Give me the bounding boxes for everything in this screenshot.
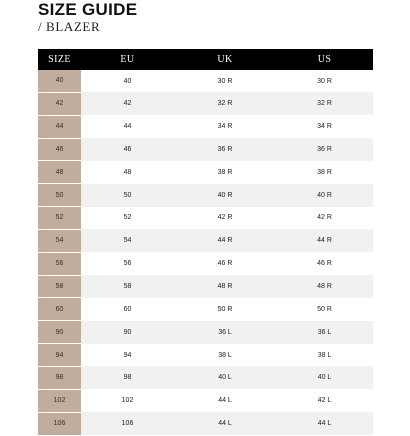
cell-uk: 50 R: [174, 298, 276, 321]
cell-us: 36 R: [276, 138, 373, 161]
cell-size: 58: [38, 275, 81, 298]
size-table: [38, 49, 373, 436]
cell-uk: 36 L: [174, 321, 276, 344]
header-size: SIZE: [38, 49, 81, 70]
cell-eu: 56: [81, 252, 174, 275]
cell-uk: 48 R: [174, 275, 276, 298]
cell-eu: 50: [81, 184, 174, 207]
table-row: [38, 366, 373, 389]
cell-size: 42: [38, 92, 81, 115]
cell-us: 40 R: [276, 184, 373, 207]
cell-eu: 48: [81, 161, 174, 184]
cell-us: 32 R: [276, 92, 373, 115]
cell-us: 48 R: [276, 275, 373, 298]
cell-size: 48: [38, 161, 81, 184]
table-row: [38, 229, 373, 252]
cell-uk: 36 R: [174, 138, 276, 161]
cell-us: 44 R: [276, 229, 373, 252]
cell-eu: 94: [81, 344, 174, 367]
table-row: [38, 389, 373, 412]
cell-eu: 54: [81, 229, 174, 252]
cell-size: 94: [38, 344, 81, 367]
cell-us: 50 R: [276, 298, 373, 321]
cell-uk: 40 L: [174, 366, 276, 389]
cell-eu: 102: [81, 389, 174, 412]
table-row: [38, 138, 373, 161]
header-us: US: [276, 49, 373, 70]
cell-eu: 44: [81, 115, 174, 138]
cell-eu: 46: [81, 138, 174, 161]
cell-eu: 98: [81, 366, 174, 389]
table-body: [38, 70, 373, 435]
cell-eu: 90: [81, 321, 174, 344]
cell-eu: 106: [81, 412, 174, 435]
table-row: [38, 184, 373, 207]
cell-us: 46 R: [276, 252, 373, 275]
cell-size: 56: [38, 252, 81, 275]
cell-eu: 60: [81, 298, 174, 321]
page-title: SIZE GUIDE: [38, 0, 138, 19]
cell-size: 90: [38, 321, 81, 344]
cell-size: 106: [38, 412, 81, 435]
cell-uk: 42 R: [174, 207, 276, 230]
cell-us: 30 R: [276, 70, 373, 92]
table-row: [38, 298, 373, 321]
header-uk: UK: [174, 49, 276, 70]
cell-uk: 44 R: [174, 229, 276, 252]
cell-uk: 38 L: [174, 344, 276, 367]
cell-size: 54: [38, 229, 81, 252]
cell-size: 50: [38, 184, 81, 207]
table-row: [38, 115, 373, 138]
cell-uk: 44 L: [174, 412, 276, 435]
cell-uk: 34 R: [174, 115, 276, 138]
cell-us: 38 R: [276, 161, 373, 184]
cell-size: 44: [38, 115, 81, 138]
table-row: [38, 252, 373, 275]
cell-eu: 58: [81, 275, 174, 298]
table-row: [38, 161, 373, 184]
page-subtitle: / BLAZER: [38, 19, 101, 34]
table-row: [38, 344, 373, 367]
cell-us: 42 L: [276, 389, 373, 412]
cell-size: 102: [38, 389, 81, 412]
cell-uk: 32 R: [174, 92, 276, 115]
cell-us: 44 L: [276, 412, 373, 435]
cell-us: 42 R: [276, 207, 373, 230]
cell-uk: 46 R: [174, 252, 276, 275]
cell-us: 34 R: [276, 115, 373, 138]
table-header-row: [38, 49, 373, 70]
cell-us: 38 L: [276, 344, 373, 367]
cell-size: 46: [38, 138, 81, 161]
cell-uk: 38 R: [174, 161, 276, 184]
table-row: [38, 412, 373, 435]
cell-eu: 42: [81, 92, 174, 115]
cell-size: 60: [38, 298, 81, 321]
table-row: [38, 207, 373, 230]
cell-eu: 40: [81, 70, 174, 92]
header-eu: EU: [81, 49, 174, 70]
cell-uk: 40 R: [174, 184, 276, 207]
cell-uk: 44 L: [174, 389, 276, 412]
cell-size: 98: [38, 366, 81, 389]
cell-uk: 30 R: [174, 70, 276, 92]
table-row: [38, 275, 373, 298]
cell-size: 52: [38, 207, 81, 230]
cell-size: 40: [38, 70, 81, 92]
cell-us: 36 L: [276, 321, 373, 344]
cell-us: 40 L: [276, 366, 373, 389]
cell-eu: 52: [81, 207, 174, 230]
table-row: [38, 70, 373, 92]
table-row: [38, 321, 373, 344]
table-row: [38, 92, 373, 115]
